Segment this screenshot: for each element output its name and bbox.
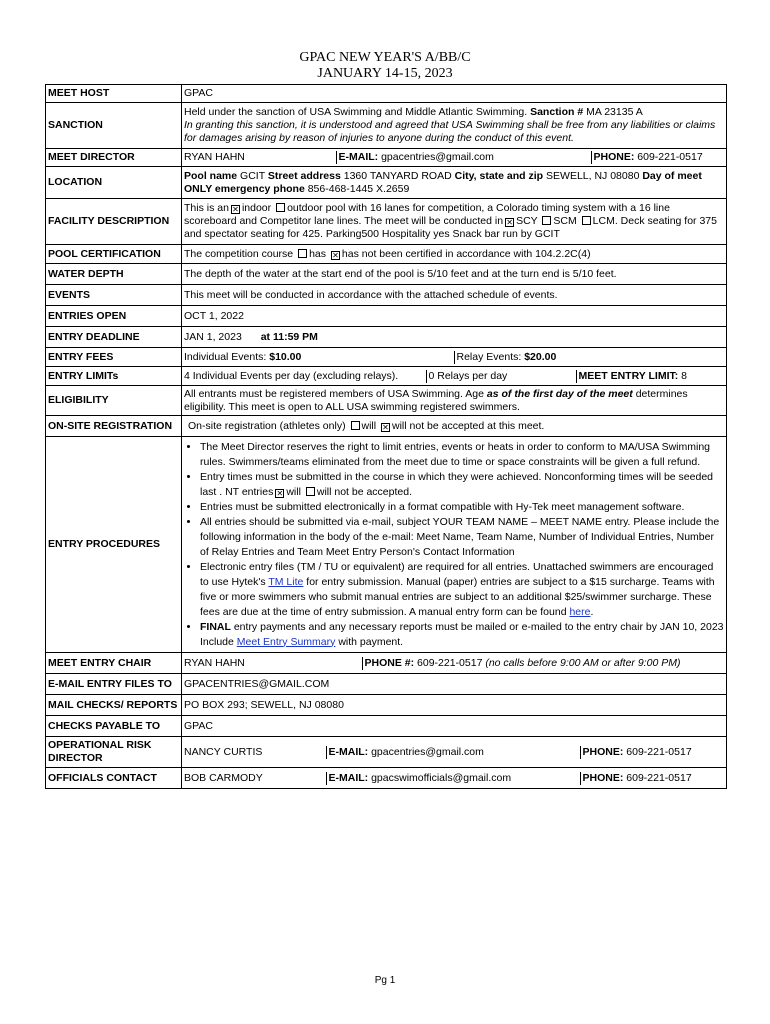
- officials-contact-name: BOB CARMODY: [184, 771, 263, 784]
- entry-chair-phone-label: PHONE #:: [364, 656, 415, 669]
- list-item: • Electronic entry files (TM / TU or equivalent) are required for all entries. Unattached swimmers are encouraged to use Hytek's TM Lite for entry submission. Manual (paper) entries are subject to a $15 surcharge. Teams with five or more swimmers who submit manual entries are subject to an additional $25/swimmer surcharge. These fees are due at the time of entry submission. A manual entry form can be found here.: [200, 560, 724, 620]
- row-facility: [46, 199, 727, 245]
- emergency-phone-label: Day of meet ONLY emergency phone: [184, 169, 702, 195]
- label-meet-entry-chair: MEET ENTRY CHAIR: [46, 653, 182, 674]
- lcm-checkbox-icon[interactable]: [582, 216, 591, 225]
- meet-info-table: [45, 84, 727, 789]
- proc-6-bold: FINAL: [200, 620, 231, 633]
- sanction-number-label: Sanction #: [530, 106, 584, 118]
- row-sanction: [46, 103, 727, 149]
- label-facility-description: FACILITY DESCRIPTION: [46, 199, 182, 245]
- row-email-entries: [46, 674, 727, 695]
- row-meet-host: [46, 85, 727, 103]
- nt-will-not-checkbox-icon[interactable]: [306, 487, 315, 496]
- events-value: This meet will be conducted in accordance with the attached schedule of events.: [182, 285, 727, 306]
- row-entry-procedures: [46, 437, 727, 653]
- facility-text-1: This is an: [184, 202, 229, 214]
- officials-phone: 609-221-0517: [626, 771, 692, 784]
- indoor-checkbox-checked-icon[interactable]: [231, 205, 240, 214]
- label-entry-limits: ENTRY LIMITs: [46, 367, 182, 386]
- location-value: [182, 167, 727, 199]
- sanction-disclaimer: In granting this sanction, it is understood and agreed that USA Swimming shall be free from any liabilities or claims for damages arising by reason of injuries to anyone during the conduct of this event.: [184, 119, 716, 144]
- has-checkbox-icon[interactable]: [298, 249, 307, 258]
- label-onsite-registration: ON-SITE REGISTRATION: [46, 416, 182, 437]
- meet-director-name: RYAN HAHN: [184, 151, 245, 163]
- risk-director-email[interactable]: gpacentries@gmail.com: [371, 745, 484, 758]
- row-entries-open: [46, 306, 727, 327]
- emergency-phone: 856-468-1445 X.2659: [307, 182, 410, 195]
- scy-label: SCY: [516, 215, 538, 227]
- label-checks-payable: CHECKS PAYABLE TO: [46, 716, 182, 737]
- label-operational-risk-director: OPERATIONAL RISK DIRECTOR: [46, 737, 182, 768]
- manual-entry-form-link[interactable]: here: [569, 605, 591, 618]
- pool-name: GCIT: [240, 169, 265, 182]
- proc-2b: will: [286, 485, 301, 498]
- indoor-label: indoor: [241, 202, 272, 214]
- row-mail-checks: [46, 695, 727, 716]
- has-label: has: [309, 247, 326, 260]
- eligibility-emphasis: as of the first day of the meet: [486, 387, 633, 400]
- relay-fee-label: Relay Events:: [456, 350, 522, 363]
- label-mail-checks: MAIL CHECKS/ REPORTS: [46, 695, 182, 716]
- proc-5a: Electronic entry files (TM / TU or equivalent) are required for all entries. Unattached swimmers are encouraged to use Hytek's: [200, 560, 714, 588]
- checks-payable-value: GPAC: [182, 716, 727, 737]
- individual-limit: 4 Individual Events per day (excluding relays).: [184, 369, 399, 382]
- onsite-will-not-label: will not be accepted at this meet.: [392, 419, 545, 432]
- label-entry-deadline: ENTRY DEADLINE: [46, 327, 182, 348]
- label-location: LOCATION: [46, 167, 182, 199]
- row-checks-payable: [46, 716, 727, 737]
- label-officials-contact: OFFICIALS CONTACT: [46, 768, 182, 789]
- has-not-checkbox-checked-icon[interactable]: [331, 251, 340, 260]
- city-label: City, state and zip: [454, 169, 544, 182]
- label-pool-certification: POOL CERTIFICATION: [46, 245, 182, 264]
- relay-fee: $20.00: [524, 350, 557, 363]
- entry-chair-phone: 609-221-0517: [417, 656, 483, 669]
- row-eligibility: [46, 386, 727, 416]
- meet-limit-label: MEET ENTRY LIMIT:: [578, 369, 679, 382]
- onsite-will-label: will: [361, 419, 377, 432]
- document-dates: JANUARY 14-15, 2023: [317, 66, 453, 81]
- facility-value: [182, 199, 727, 245]
- row-risk-director: [46, 737, 727, 768]
- entry-deadline-time: at 11:59 PM: [260, 330, 318, 343]
- sanction-text: Held under the sanction of USA Swimming and Middle Atlantic Swimming.: [184, 106, 528, 118]
- proc-2c: will not be accepted.: [316, 485, 413, 498]
- proc-6a: entry payments and any necessary reports must be mailed or e-mailed to the entry chair by JAN 10, 2023 Include: [200, 620, 724, 648]
- row-entry-deadline: [46, 327, 727, 348]
- label-entry-procedures: ENTRY PROCEDURES: [46, 437, 182, 653]
- entry-deadline-date: JAN 1, 2023: [184, 330, 242, 343]
- row-entry-chair: [46, 653, 727, 674]
- scy-checkbox-checked-icon[interactable]: [505, 218, 514, 227]
- document-title: GPAC NEW YEAR'S A/BB/C: [299, 50, 471, 65]
- page-number: Pg 1: [374, 975, 396, 986]
- row-location: [46, 167, 727, 199]
- proc-2a: Entry times must be submitted in the course in which they were achieved. Nonconforming times will be seeded last . NT entries: [200, 470, 713, 498]
- onsite-will-checkbox-icon[interactable]: [351, 421, 360, 430]
- row-officials-contact: [46, 768, 727, 789]
- label-entry-fees: ENTRY FEES: [46, 348, 182, 367]
- officials-email-label: E-MAIL:: [328, 771, 369, 784]
- pool-name-label: Pool name: [184, 169, 238, 182]
- list-item: • All entries should be submitted via e-mail, subject YOUR TEAM NAME – MEET NAME entry. Please include the following information in the body of the e-mail: Meet Name, Team Name, Number of Individual Entries, Number of Relay Entries and Team Meet Entry Person's Contact Information: [200, 515, 724, 560]
- outdoor-checkbox-icon[interactable]: [276, 203, 285, 212]
- eligibility-text-1: All entrants must be registered members of USA Swimming. Age: [184, 387, 484, 400]
- officials-email[interactable]: gpacswimofficials@gmail.com: [371, 771, 512, 784]
- facility-text-3: LCM. Deck seating for 375 and spectator seating for 425. Parking500 Hospitality yes Snack bar run by GCIT: [184, 215, 717, 240]
- risk-director-name: NANCY CURTIS: [184, 745, 263, 758]
- relay-limit: 0 Relays per day: [426, 370, 576, 383]
- individual-fee: $10.00: [269, 350, 302, 363]
- city-state-zip: SEWELL, NJ 08080: [546, 169, 640, 182]
- facility-text-2: outdoor pool with 16 lanes for competition, a Colorado timing system with a 16 line scoreboard and Competitor lane lines. The meet will be conducted in: [184, 202, 670, 227]
- meet-host-value: GPAC: [182, 85, 727, 103]
- procedures-list: [184, 440, 724, 650]
- row-events: [46, 285, 727, 306]
- meet-entry-summary-link[interactable]: Meet Entry Summary: [236, 635, 336, 648]
- entries-open-value: OCT 1, 2022: [182, 306, 727, 327]
- label-eligibility: ELIGIBILITY: [46, 386, 182, 416]
- row-meet-director: [46, 149, 727, 167]
- list-item: [200, 620, 724, 650]
- entry-chair-name: RYAN HAHN: [184, 656, 245, 669]
- individual-fee-label: Individual Events:: [184, 350, 267, 363]
- label-meet-host: MEET HOST: [46, 85, 182, 103]
- risk-director-email-label: E-MAIL:: [328, 745, 369, 758]
- label-sanction: SANCTION: [46, 103, 182, 149]
- nt-will-checkbox-checked-icon[interactable]: [275, 489, 284, 498]
- row-pool-certification: [46, 245, 727, 264]
- street-label: Street address: [267, 169, 341, 182]
- list-item: • Entries must be submitted electronically in a format compatible with Hy-Tek meet management software.: [200, 500, 724, 515]
- meet-director-phone: 609-221-0517: [637, 151, 703, 163]
- risk-director-phone: 609-221-0517: [626, 745, 692, 758]
- label-entries-open: ENTRIES OPEN: [46, 306, 182, 327]
- street-address: 1360 TANYARD ROAD: [343, 169, 452, 182]
- cert-text: The competition course: [184, 247, 294, 260]
- meet-director-phone-label: PHONE:: [593, 151, 635, 163]
- scm-label: SCM: [553, 215, 577, 227]
- proc-5b: for entry submission. Manual (paper) entries are subject to a $15 surcharge. Teams with five or more swimmers who submit manual entries are subject to an additional $25/swimmer surcharge. These fees are due at the time of entry submission. A manual entry form can be found: [200, 575, 715, 618]
- entry-chair-note: (no calls before 9:00 AM or after 9:00 PM): [485, 656, 681, 669]
- row-entry-fees: [46, 348, 727, 367]
- has-not-label: has not been certified in accordance with 104.2.2C(4): [341, 247, 591, 260]
- meet-director-email-label: E-MAIL:: [338, 151, 379, 163]
- sanction-value: [182, 103, 727, 149]
- row-entry-limits: [46, 367, 727, 386]
- mail-checks-value: PO BOX 293; SEWELL, NJ 08080: [182, 695, 727, 716]
- meet-limit: 8: [681, 369, 688, 382]
- list-item: [200, 470, 724, 500]
- scm-checkbox-icon[interactable]: [542, 216, 551, 225]
- risk-director-phone-label: PHONE:: [582, 745, 624, 758]
- tm-lite-link[interactable]: TM Lite: [268, 575, 304, 588]
- eligibility-text-2: determines eligibility. This meet is open to ALL USA swimming registered swimmers.: [184, 387, 688, 413]
- proc-6b: with payment.: [338, 635, 404, 648]
- officials-phone-label: PHONE:: [582, 771, 624, 784]
- row-onsite: [46, 416, 727, 437]
- water-depth-value: The depth of the water at the start end of the pool is 5/10 feet and at the turn end is 5/10 feet.: [182, 264, 727, 285]
- label-meet-director: MEET DIRECTOR: [46, 149, 182, 167]
- label-events: EVENTS: [46, 285, 182, 306]
- label-email-entry-files: E-MAIL ENTRY FILES TO: [46, 674, 182, 695]
- sanction-number: MA 23135 A: [586, 106, 643, 118]
- label-water-depth: WATER DEPTH: [46, 264, 182, 285]
- email-entries-value[interactable]: GPACENTRIES@GMAIL.COM: [182, 674, 727, 695]
- onsite-will-not-checkbox-checked-icon[interactable]: [381, 423, 390, 432]
- row-water-depth: [46, 264, 727, 285]
- onsite-text: On-site registration (athletes only): [188, 419, 346, 432]
- meet-director-email[interactable]: gpacentries@gmail.com: [381, 151, 494, 163]
- list-item: • The Meet Director reserves the right to limit entries, events or heats in order to conform to MA/USA Swimming rules. Swimmers/teams eliminated from the meet due to time or space constraints will be given a full refund.: [200, 440, 724, 470]
